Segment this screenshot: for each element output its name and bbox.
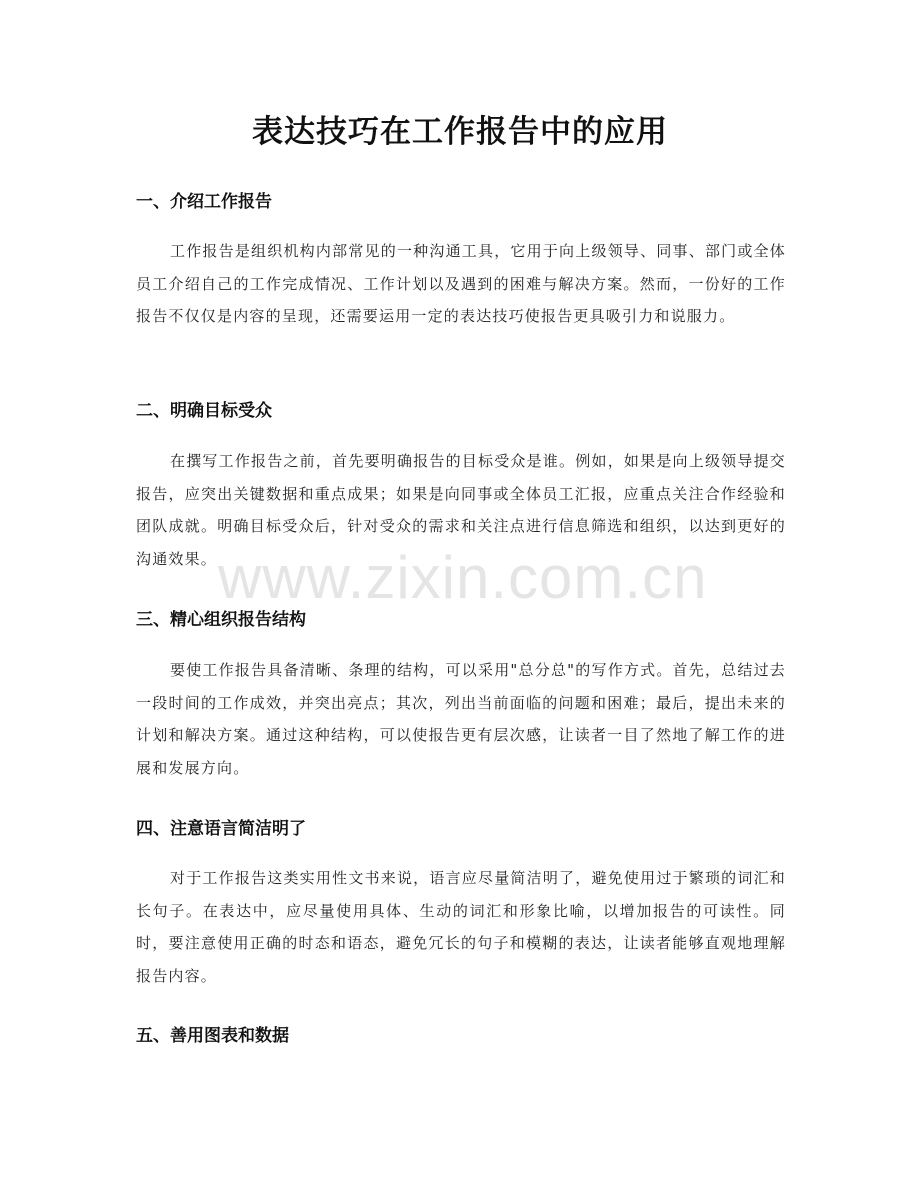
section-heading-1: 一、介绍工作报告 [136, 192, 272, 212]
section-paragraph-2: 在撰写工作报告之前，首先要明确报告的目标受众是谁。例如，如果是向上级领导提交报告，应突出关键数据和重点成果；如果是向同事或全体员工汇报，应重点关注合作经验和团队成就。明确目标受众后，针对受众的需求和关注点进行信息筛选和组织，以达到更好的沟通效果。 [136, 452, 786, 568]
section-paragraph-4: 对于工作报告这类实用性文书来说，语言应尽量简洁明了，避免使用过于繁琐的词汇和长句子。在表达中，应尽量使用具体、生动的词汇和形象比喻，以增加报告的可读性。同时，要注意使用正确的时态和语态，避免冗长的句子和模糊的表达，让读者能够直观地理解报告内容。 [136, 869, 786, 985]
section-heading-3: 三、精心组织报告结构 [136, 610, 306, 630]
section-paragraph-3: 要使工作报告具备清晰、条理的结构，可以采用"总分总"的写作方式。首先，总结过去一段时间的工作成效，并突出亮点；其次，列出当前面临的问题和困难；最后，提出未来的计划和解决方案。通过这种结构，可以使报告更有层次感，让读者一目了然地了解工作的进展和发展方向。 [136, 661, 786, 777]
section-heading-5: 五、善用图表和数据 [136, 1026, 289, 1046]
section-paragraph-1: 工作报告是组织机构内部常见的一种沟通工具，它用于向上级领导、同事、部门或全体员工介绍自己的工作完成情况、工作计划以及遇到的困难与解决方案。然而，一份好的工作报告不仅仅是内容的呈现，还需要运用一定的表达技巧使报告更具吸引力和说服力。 [136, 242, 786, 325]
watermark: www.zixin.com.cn [218, 544, 708, 611]
document-title: 表达技巧在工作报告中的应用 [252, 114, 668, 150]
section-heading-4: 四、注意语言简洁明了 [136, 819, 306, 839]
section-heading-2: 二、明确目标受众 [136, 401, 272, 421]
